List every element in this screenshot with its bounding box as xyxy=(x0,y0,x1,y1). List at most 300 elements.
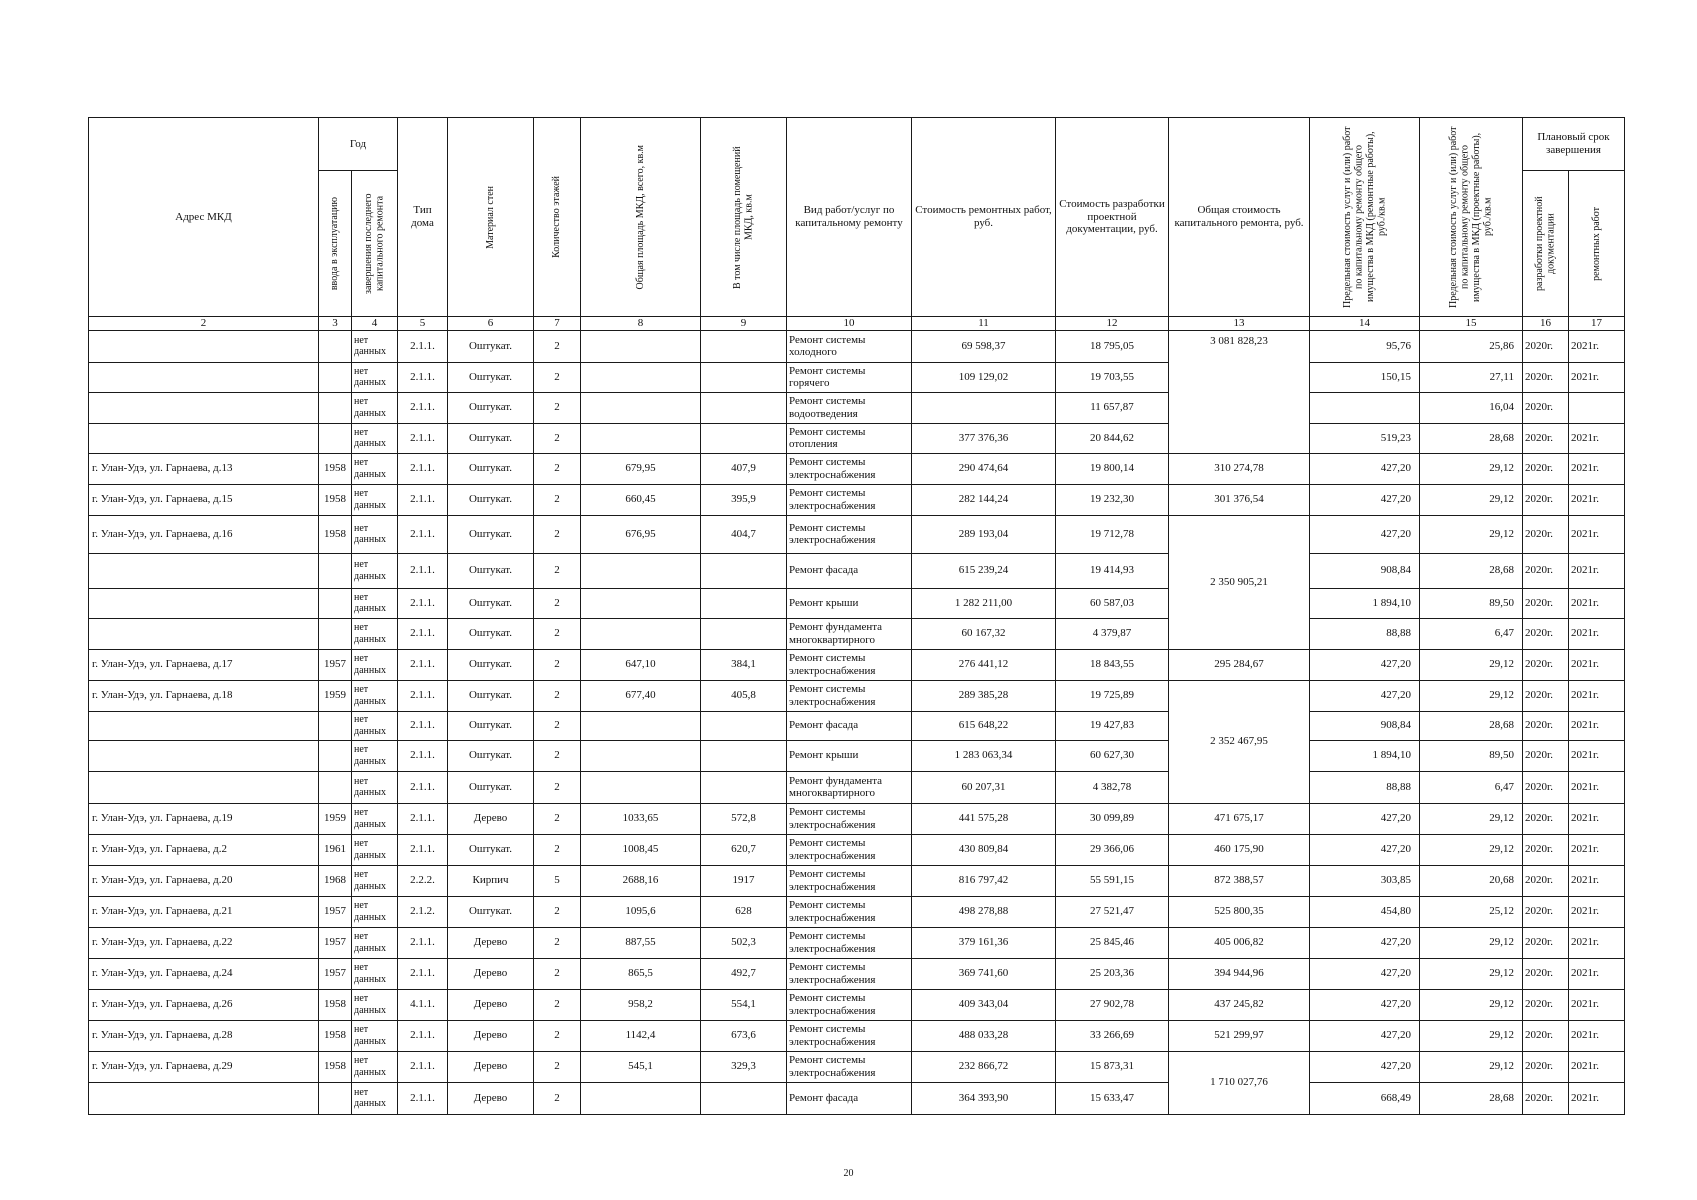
deadline-design-cell: 2020г. xyxy=(1523,896,1569,927)
address-cell xyxy=(89,423,319,453)
header-deadline-design xyxy=(1523,171,1569,317)
wall-material-cell: Оштукат. xyxy=(448,423,534,453)
premises-area-cell xyxy=(701,771,787,803)
wall-material-cell: Оштукат. xyxy=(448,896,534,927)
total-cost-cell: 460 175,90 xyxy=(1169,834,1310,865)
floors-cell: 2 xyxy=(534,803,581,834)
address-cell: г. Улан-Удэ, ул. Гарнаева, д.15 xyxy=(89,484,319,515)
last-repair-cell: нет данных xyxy=(352,740,398,771)
deadline-design-cell: 2020г. xyxy=(1523,740,1569,771)
total-area-cell: 1008,45 xyxy=(581,834,701,865)
repair-cost-cell: 1 282 211,00 xyxy=(912,588,1056,618)
deadline-design-cell: 2020г. xyxy=(1523,865,1569,896)
wall-material-cell: Оштукат. xyxy=(448,453,534,484)
work-type-cell: Ремонт системы электроснабжения xyxy=(787,989,912,1020)
repair-cost-cell: 377 376,36 xyxy=(912,423,1056,453)
year-built-cell: 1959 xyxy=(319,680,352,711)
limit-design-cell: 29,12 xyxy=(1420,834,1523,865)
limit-repair-cell: 427,20 xyxy=(1310,515,1420,553)
house-type-cell: 2.1.1. xyxy=(398,330,448,362)
limit-design-cell: 29,12 xyxy=(1420,927,1523,958)
address-cell xyxy=(89,618,319,649)
last-repair-cell: нет данных xyxy=(352,834,398,865)
design-cost-cell: 29 366,06 xyxy=(1056,834,1169,865)
header-year-commission xyxy=(319,171,352,317)
limit-design-cell: 27,11 xyxy=(1420,362,1523,392)
wall-material-cell: Оштукат. xyxy=(448,711,534,740)
house-type-cell: 2.1.1. xyxy=(398,453,448,484)
last-repair-cell: нет данных xyxy=(352,680,398,711)
last-repair-cell: нет данных xyxy=(352,865,398,896)
premises-area-cell: 492,7 xyxy=(701,958,787,989)
year-built-cell: 1958 xyxy=(319,989,352,1020)
total-cost-cell: 295 284,67 xyxy=(1169,649,1310,680)
wall-material-cell: Дерево xyxy=(448,1051,534,1082)
house-type-cell: 4.1.1. xyxy=(398,989,448,1020)
year-built-cell: 1957 xyxy=(319,896,352,927)
table-row xyxy=(89,515,1625,553)
limit-design-cell: 29,12 xyxy=(1420,803,1523,834)
house-type-cell: 2.1.1. xyxy=(398,927,448,958)
design-cost-cell: 19 232,30 xyxy=(1056,484,1169,515)
limit-design-cell: 29,12 xyxy=(1420,515,1523,553)
wall-material-cell: Дерево xyxy=(448,989,534,1020)
design-cost-cell: 4 382,78 xyxy=(1056,771,1169,803)
limit-repair-cell: 427,20 xyxy=(1310,680,1420,711)
work-type-cell: Ремонт фасада xyxy=(787,553,912,588)
premises-area-cell: 407,9 xyxy=(701,453,787,484)
design-cost-cell: 19 703,55 xyxy=(1056,362,1169,392)
limit-design-cell: 29,12 xyxy=(1420,1051,1523,1082)
year-built-cell: 1968 xyxy=(319,865,352,896)
deadline-design-cell: 2020г. xyxy=(1523,330,1569,362)
total-area-cell: 1142,4 xyxy=(581,1020,701,1051)
repair-cost-cell: 232 866,72 xyxy=(912,1051,1056,1082)
year-built-cell xyxy=(319,771,352,803)
table-row xyxy=(89,927,1625,958)
work-type-cell: Ремонт системы холодного xyxy=(787,330,912,362)
last-repair-cell: нет данных xyxy=(352,423,398,453)
total-cost-cell: 2 350 905,21 xyxy=(1169,515,1310,649)
limit-repair-cell: 427,20 xyxy=(1310,649,1420,680)
limit-repair-cell: 427,20 xyxy=(1310,484,1420,515)
repair-cost-cell: 441 575,28 xyxy=(912,803,1056,834)
limit-repair-cell: 1 894,10 xyxy=(1310,740,1420,771)
house-type-cell: 2.1.1. xyxy=(398,588,448,618)
floors-cell: 2 xyxy=(534,330,581,362)
limit-repair-cell: 150,15 xyxy=(1310,362,1420,392)
deadline-design-cell: 2020г. xyxy=(1523,484,1569,515)
header-deadline-repair xyxy=(1569,171,1625,317)
repair-cost-cell: 1 283 063,34 xyxy=(912,740,1056,771)
limit-design-cell: 29,12 xyxy=(1420,453,1523,484)
deadline-repair-cell: 2021г. xyxy=(1569,553,1625,588)
wall-material-cell: Оштукат. xyxy=(448,362,534,392)
premises-area-cell xyxy=(701,392,787,423)
limit-repair-cell: 454,80 xyxy=(1310,896,1420,927)
total-area-cell xyxy=(581,588,701,618)
deadline-repair-cell: 2021г. xyxy=(1569,1020,1625,1051)
wall-material-cell: Оштукат. xyxy=(448,834,534,865)
column-number: 2 xyxy=(89,317,319,331)
address-cell: г. Улан-Удэ, ул. Гарнаева, д.26 xyxy=(89,989,319,1020)
column-number: 8 xyxy=(581,317,701,331)
limit-repair-cell: 1 894,10 xyxy=(1310,588,1420,618)
deadline-design-cell: 2020г. xyxy=(1523,1051,1569,1082)
floors-cell: 2 xyxy=(534,392,581,423)
wall-material-cell: Оштукат. xyxy=(448,515,534,553)
header-premises-area-text: В том числе площадь помещений МКД, кв.м xyxy=(732,145,755,289)
repair-cost-cell: 430 809,84 xyxy=(912,834,1056,865)
limit-repair-cell: 427,20 xyxy=(1310,1051,1420,1082)
premises-area-cell xyxy=(701,1082,787,1114)
total-cost-cell: 471 675,17 xyxy=(1169,803,1310,834)
last-repair-cell: нет данных xyxy=(352,515,398,553)
last-repair-cell: нет данных xyxy=(352,711,398,740)
total-area-cell: 1033,65 xyxy=(581,803,701,834)
house-type-cell: 2.1.1. xyxy=(398,680,448,711)
repair-cost-cell: 379 161,36 xyxy=(912,927,1056,958)
premises-area-cell: 554,1 xyxy=(701,989,787,1020)
limit-design-cell: 25,86 xyxy=(1420,330,1523,362)
table-row xyxy=(89,740,1625,771)
design-cost-cell: 15 633,47 xyxy=(1056,1082,1169,1114)
year-built-cell xyxy=(319,711,352,740)
deadline-repair-cell: 2021г. xyxy=(1569,711,1625,740)
header-floors xyxy=(534,118,581,317)
work-type-cell: Ремонт крыши xyxy=(787,740,912,771)
wall-material-cell: Оштукат. xyxy=(448,771,534,803)
work-type-cell: Ремонт системы отопления xyxy=(787,423,912,453)
address-cell xyxy=(89,711,319,740)
deadline-repair-cell: 2021г. xyxy=(1569,423,1625,453)
year-built-cell: 1958 xyxy=(319,453,352,484)
capital-repair-table xyxy=(88,117,1625,1115)
limit-repair-cell: 668,49 xyxy=(1310,1082,1420,1114)
work-type-cell: Ремонт системы электроснабжения xyxy=(787,896,912,927)
premises-area-cell xyxy=(701,711,787,740)
year-built-cell: 1959 xyxy=(319,803,352,834)
total-area-cell: 887,55 xyxy=(581,927,701,958)
total-area-cell: 647,10 xyxy=(581,649,701,680)
total-area-cell xyxy=(581,362,701,392)
column-number: 13 xyxy=(1169,317,1310,331)
deadline-design-cell: 2020г. xyxy=(1523,515,1569,553)
table-row xyxy=(89,330,1625,362)
address-cell xyxy=(89,362,319,392)
year-built-cell: 1957 xyxy=(319,927,352,958)
work-type-cell: Ремонт системы электроснабжения xyxy=(787,927,912,958)
wall-material-cell: Оштукат. xyxy=(448,484,534,515)
last-repair-cell: нет данных xyxy=(352,771,398,803)
wall-material-cell: Оштукат. xyxy=(448,680,534,711)
year-built-cell xyxy=(319,423,352,453)
header-design-cost: Стоимость разработки проектной документации, руб. xyxy=(1056,118,1169,317)
limit-repair-cell: 303,85 xyxy=(1310,865,1420,896)
deadline-design-cell: 2020г. xyxy=(1523,1020,1569,1051)
deadline-repair-cell: 2021г. xyxy=(1569,588,1625,618)
limit-design-cell: 16,04 xyxy=(1420,392,1523,423)
house-type-cell: 2.2.2. xyxy=(398,865,448,896)
year-built-cell: 1958 xyxy=(319,1051,352,1082)
last-repair-cell: нет данных xyxy=(352,1020,398,1051)
limit-repair-cell: 427,20 xyxy=(1310,803,1420,834)
last-repair-cell: нет данных xyxy=(352,958,398,989)
total-cost-cell: 2 352 467,95 xyxy=(1169,680,1310,803)
deadline-repair-cell: 2021г. xyxy=(1569,453,1625,484)
table-row xyxy=(89,588,1625,618)
column-number: 12 xyxy=(1056,317,1169,331)
limit-repair-cell: 908,84 xyxy=(1310,711,1420,740)
limit-design-cell: 29,12 xyxy=(1420,958,1523,989)
house-type-cell: 2.1.1. xyxy=(398,958,448,989)
limit-design-cell: 6,47 xyxy=(1420,618,1523,649)
house-type-cell: 2.1.1. xyxy=(398,618,448,649)
house-type-cell: 2.1.1. xyxy=(398,834,448,865)
column-number: 17 xyxy=(1569,317,1625,331)
deadline-repair-cell: 2021г. xyxy=(1569,649,1625,680)
address-cell xyxy=(89,330,319,362)
deadline-repair-cell: 2021г. xyxy=(1569,515,1625,553)
design-cost-cell: 60 587,03 xyxy=(1056,588,1169,618)
column-number-row xyxy=(89,317,1625,331)
repair-cost-cell: 69 598,37 xyxy=(912,330,1056,362)
table-row xyxy=(89,1051,1625,1082)
deadline-design-cell: 2020г. xyxy=(1523,803,1569,834)
column-number: 15 xyxy=(1420,317,1523,331)
wall-material-cell: Оштукат. xyxy=(448,330,534,362)
design-cost-cell: 60 627,30 xyxy=(1056,740,1169,771)
limit-repair-cell: 427,20 xyxy=(1310,1020,1420,1051)
header-year-group: Год xyxy=(319,118,398,171)
address-cell xyxy=(89,1082,319,1114)
premises-area-cell xyxy=(701,330,787,362)
deadline-repair-cell: 2021г. xyxy=(1569,803,1625,834)
house-type-cell: 2.1.1. xyxy=(398,515,448,553)
floors-cell: 2 xyxy=(534,515,581,553)
column-number: 14 xyxy=(1310,317,1420,331)
limit-repair-cell: 427,20 xyxy=(1310,958,1420,989)
floors-cell: 2 xyxy=(534,553,581,588)
design-cost-cell: 4 379,87 xyxy=(1056,618,1169,649)
premises-area-cell: 628 xyxy=(701,896,787,927)
limit-design-cell: 29,12 xyxy=(1420,1020,1523,1051)
limit-repair-cell: 427,20 xyxy=(1310,834,1420,865)
deadline-design-cell: 2020г. xyxy=(1523,392,1569,423)
header-address: Адрес МКД xyxy=(89,118,319,317)
work-type-cell: Ремонт системы электроснабжения xyxy=(787,803,912,834)
floors-cell: 2 xyxy=(534,740,581,771)
repair-cost-cell: 498 278,88 xyxy=(912,896,1056,927)
header-wall-material-text: Материал стен xyxy=(484,185,496,249)
floors-cell: 2 xyxy=(534,423,581,453)
total-cost-cell: 1 710 027,76 xyxy=(1169,1051,1310,1114)
table-row xyxy=(89,649,1625,680)
design-cost-cell: 25 203,36 xyxy=(1056,958,1169,989)
header-wall-material xyxy=(448,118,534,317)
total-area-cell: 660,45 xyxy=(581,484,701,515)
deadline-repair-cell: 2021г. xyxy=(1569,330,1625,362)
deadline-design-cell: 2020г. xyxy=(1523,1082,1569,1114)
total-area-cell: 676,95 xyxy=(581,515,701,553)
house-type-cell: 2.1.1. xyxy=(398,771,448,803)
limit-design-cell: 29,12 xyxy=(1420,649,1523,680)
deadline-design-cell: 2020г. xyxy=(1523,362,1569,392)
design-cost-cell: 27 902,78 xyxy=(1056,989,1169,1020)
last-repair-cell: нет данных xyxy=(352,803,398,834)
last-repair-cell: нет данных xyxy=(352,618,398,649)
header-total-cost: Общая стоимость капитального ремонта, руб. xyxy=(1169,118,1310,317)
deadline-design-cell: 2020г. xyxy=(1523,618,1569,649)
column-number: 11 xyxy=(912,317,1056,331)
year-built-cell xyxy=(319,1082,352,1114)
work-type-cell: Ремонт системы горячего xyxy=(787,362,912,392)
design-cost-cell: 18 795,05 xyxy=(1056,330,1169,362)
wall-material-cell: Кирпич xyxy=(448,865,534,896)
table-row xyxy=(89,453,1625,484)
limit-design-cell: 28,68 xyxy=(1420,553,1523,588)
house-type-cell: 2.1.2. xyxy=(398,896,448,927)
year-built-cell: 1958 xyxy=(319,515,352,553)
premises-area-cell: 395,9 xyxy=(701,484,787,515)
wall-material-cell: Оштукат. xyxy=(448,618,534,649)
address-cell xyxy=(89,740,319,771)
total-area-cell xyxy=(581,392,701,423)
deadline-repair-cell: 2021г. xyxy=(1569,927,1625,958)
header-limit-design xyxy=(1420,118,1523,317)
deadline-repair-cell: 2021г. xyxy=(1569,680,1625,711)
work-type-cell: Ремонт фасада xyxy=(787,1082,912,1114)
work-type-cell: Ремонт фундамента многоквартирного xyxy=(787,618,912,649)
design-cost-cell: 33 266,69 xyxy=(1056,1020,1169,1051)
column-number: 3 xyxy=(319,317,352,331)
table-row xyxy=(89,680,1625,711)
deadline-repair-cell: 2021г. xyxy=(1569,1051,1625,1082)
table-header xyxy=(89,118,1625,331)
premises-area-cell: 384,1 xyxy=(701,649,787,680)
table-row xyxy=(89,423,1625,453)
house-type-cell: 2.1.1. xyxy=(398,392,448,423)
design-cost-cell: 18 843,55 xyxy=(1056,649,1169,680)
address-cell: г. Улан-Удэ, ул. Гарнаева, д.29 xyxy=(89,1051,319,1082)
design-cost-cell: 19 414,93 xyxy=(1056,553,1169,588)
repair-cost-cell: 289 385,28 xyxy=(912,680,1056,711)
limit-repair-cell: 427,20 xyxy=(1310,453,1420,484)
floors-cell: 2 xyxy=(534,484,581,515)
deadline-design-cell: 2020г. xyxy=(1523,588,1569,618)
last-repair-cell: нет данных xyxy=(352,392,398,423)
floors-cell: 2 xyxy=(534,958,581,989)
deadline-design-cell: 2020г. xyxy=(1523,834,1569,865)
year-built-cell: 1957 xyxy=(319,958,352,989)
total-area-cell: 2688,16 xyxy=(581,865,701,896)
address-cell: г. Улан-Удэ, ул. Гарнаева, д.22 xyxy=(89,927,319,958)
work-type-cell: Ремонт системы электроснабжения xyxy=(787,1051,912,1082)
column-number: 7 xyxy=(534,317,581,331)
deadline-repair-cell: 2021г. xyxy=(1569,896,1625,927)
header-limit-repair xyxy=(1310,118,1420,317)
table-row xyxy=(89,865,1625,896)
column-number: 10 xyxy=(787,317,912,331)
house-type-cell: 2.1.1. xyxy=(398,362,448,392)
limit-repair-cell: 88,88 xyxy=(1310,771,1420,803)
limit-design-cell: 28,68 xyxy=(1420,423,1523,453)
total-cost-cell: 3 081 828,23 xyxy=(1169,330,1310,453)
header-limit-repair-text: Предельная стоимость услуг и (или) работ по капитальному ремонту общего имущества в МКД (ремонтные работы), руб./кв.м xyxy=(1341,126,1387,308)
last-repair-cell: нет данных xyxy=(352,330,398,362)
design-cost-cell: 25 845,46 xyxy=(1056,927,1169,958)
total-area-cell: 679,95 xyxy=(581,453,701,484)
total-area-cell: 958,2 xyxy=(581,989,701,1020)
floors-cell: 2 xyxy=(534,771,581,803)
limit-design-cell: 29,12 xyxy=(1420,989,1523,1020)
address-cell: г. Улан-Удэ, ул. Гарнаева, д.19 xyxy=(89,803,319,834)
last-repair-cell: нет данных xyxy=(352,649,398,680)
year-built-cell xyxy=(319,330,352,362)
limit-design-cell: 29,12 xyxy=(1420,484,1523,515)
total-cost-cell: 525 800,35 xyxy=(1169,896,1310,927)
total-cost-cell: 394 944,96 xyxy=(1169,958,1310,989)
repair-cost-cell: 60 167,32 xyxy=(912,618,1056,649)
address-cell: г. Улан-Удэ, ул. Гарнаева, д.16 xyxy=(89,515,319,553)
repair-cost-cell: 289 193,04 xyxy=(912,515,1056,553)
year-built-cell: 1958 xyxy=(319,484,352,515)
work-type-cell: Ремонт системы электроснабжения xyxy=(787,649,912,680)
last-repair-cell: нет данных xyxy=(352,1082,398,1114)
design-cost-cell: 11 657,87 xyxy=(1056,392,1169,423)
total-area-cell xyxy=(581,618,701,649)
floors-cell: 2 xyxy=(534,834,581,865)
column-number: 5 xyxy=(398,317,448,331)
column-number: 9 xyxy=(701,317,787,331)
address-cell xyxy=(89,553,319,588)
last-repair-cell: нет данных xyxy=(352,989,398,1020)
repair-cost-cell: 369 741,60 xyxy=(912,958,1056,989)
header-work-type: Вид работ/услуг по капитальному ремонту xyxy=(787,118,912,317)
table-row xyxy=(89,1082,1625,1114)
table-row xyxy=(89,771,1625,803)
header-deadline-design-text: разработки проектной документации xyxy=(1534,196,1557,291)
last-repair-cell: нет данных xyxy=(352,896,398,927)
deadline-design-cell: 2020г. xyxy=(1523,711,1569,740)
wall-material-cell: Дерево xyxy=(448,1020,534,1051)
limit-design-cell: 89,50 xyxy=(1420,740,1523,771)
column-number: 6 xyxy=(448,317,534,331)
deadline-repair-cell: 2021г. xyxy=(1569,958,1625,989)
house-type-cell: 2.1.1. xyxy=(398,803,448,834)
table-row xyxy=(89,392,1625,423)
deadline-design-cell: 2020г. xyxy=(1523,649,1569,680)
header-premises-area xyxy=(701,118,787,317)
house-type-cell: 2.1.1. xyxy=(398,553,448,588)
repair-cost-cell: 409 343,04 xyxy=(912,989,1056,1020)
wall-material-cell: Дерево xyxy=(448,927,534,958)
address-cell: г. Улан-Удэ, ул. Гарнаева, д.13 xyxy=(89,453,319,484)
floors-cell: 2 xyxy=(534,927,581,958)
year-built-cell xyxy=(319,392,352,423)
repair-cost-cell: 615 239,24 xyxy=(912,553,1056,588)
wall-material-cell: Оштукат. xyxy=(448,649,534,680)
wall-material-cell: Оштукат. xyxy=(448,553,534,588)
deadline-repair-cell: 2021г. xyxy=(1569,989,1625,1020)
premises-area-cell: 502,3 xyxy=(701,927,787,958)
table-row xyxy=(89,618,1625,649)
work-type-cell: Ремонт системы электроснабжения xyxy=(787,865,912,896)
limit-design-cell: 89,50 xyxy=(1420,588,1523,618)
year-built-cell xyxy=(319,362,352,392)
column-number: 16 xyxy=(1523,317,1569,331)
wall-material-cell: Дерево xyxy=(448,958,534,989)
